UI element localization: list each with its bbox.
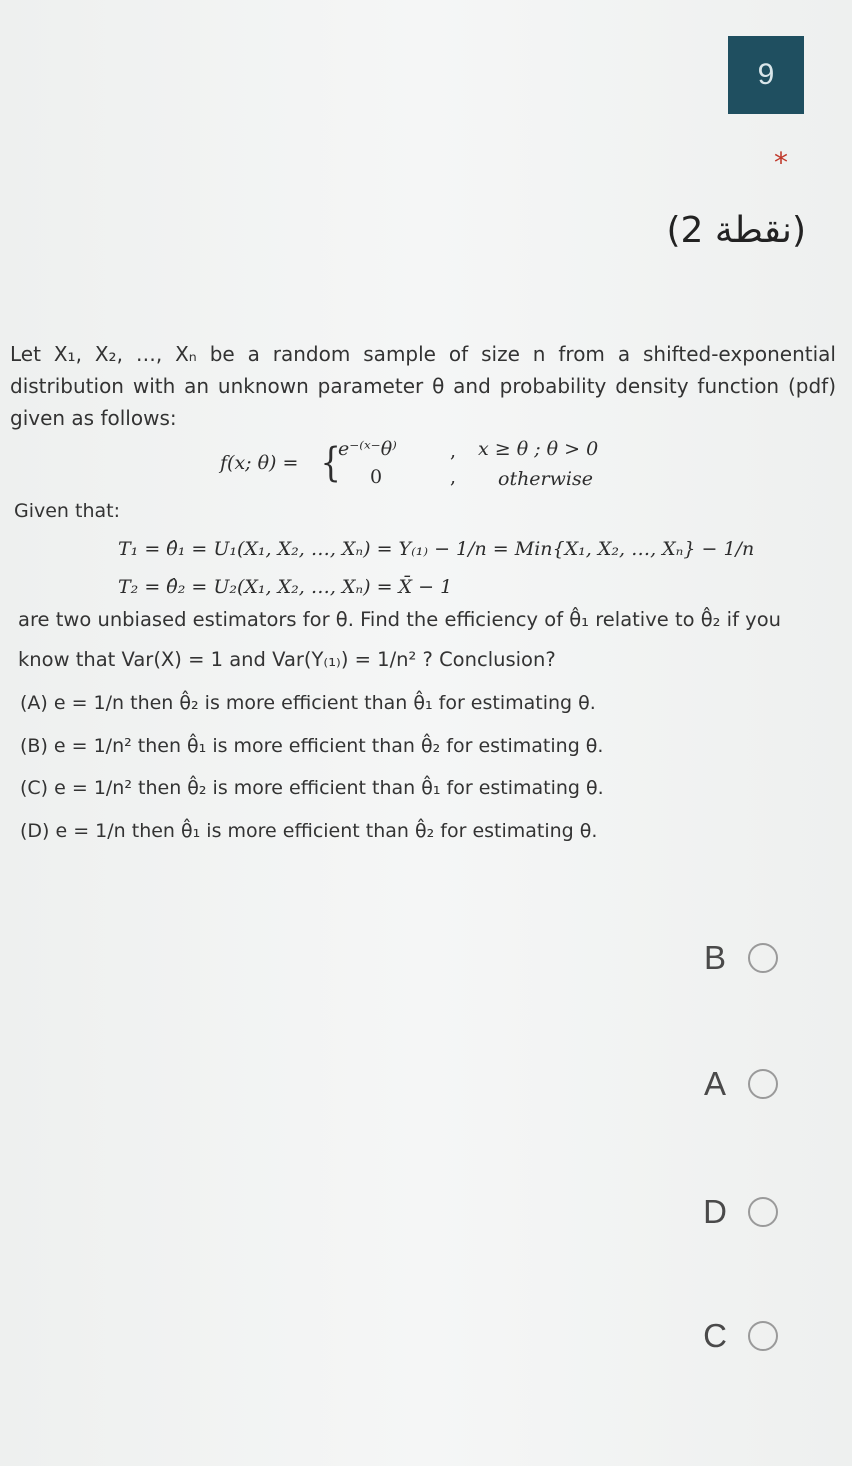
given-label: Given that: xyxy=(14,500,121,522)
pdf-lhs: f(x; θ) = xyxy=(220,452,299,474)
answer-choice-d[interactable] xyxy=(698,1188,808,1236)
pdf-formula xyxy=(220,436,640,496)
required-marker: * xyxy=(774,146,788,179)
pdf-case1-expr: e⁻⁽ˣ⁻θ⁾ xyxy=(338,438,397,460)
pdf-case2-expr: 0 xyxy=(370,466,383,488)
radio-button[interactable] xyxy=(748,1197,778,1227)
question-text-line-1: are two unbiased estimators for θ. Find the efficiency of θ̂₁ relative to θ̂₂ if you xyxy=(18,608,781,631)
question-points: (2 نقطة) xyxy=(666,210,806,251)
option-a-text: (A) e = 1/n then θ̂₂ is more efficient than θ̂₁ for estimating θ. xyxy=(20,692,596,714)
question-number: 9 xyxy=(757,58,775,91)
pdf-separator-1: , xyxy=(450,440,457,462)
radio-button[interactable] xyxy=(748,943,778,973)
answer-choice-c[interactable] xyxy=(698,1312,808,1360)
estimator-t2: T₂ = θ̂₂ = U₂(X₁, X₂, …, Xₙ) = X̄ − 1 xyxy=(118,576,453,598)
choice-letter: A xyxy=(703,1065,726,1102)
radio-button[interactable] xyxy=(748,1321,778,1351)
option-c-text: (C) e = 1/n² then θ̂₂ is more efficient than θ̂₁ for estimating θ. xyxy=(20,777,604,799)
choice-letter: B xyxy=(703,939,726,976)
answer-choice-a[interactable] xyxy=(698,1060,808,1108)
answer-choice-b[interactable] xyxy=(698,934,808,982)
option-d-text: (D) e = 1/n then θ̂₁ is more efficient than θ̂₂ for estimating θ. xyxy=(20,820,598,842)
question-number-badge xyxy=(728,36,804,114)
pdf-case2-cond: otherwise xyxy=(498,468,593,490)
radio-button[interactable] xyxy=(748,1069,778,1099)
choice-letter: C xyxy=(703,1317,727,1354)
pdf-separator-2: , xyxy=(450,466,457,488)
pdf-brace: { xyxy=(320,440,341,486)
estimator-t1: T₁ = θ̂₁ = U₁(X₁, X₂, …, Xₙ) = Y₍₁₎ − 1/n = Min{X₁, X₂, …, Xₙ} − 1/n xyxy=(118,538,755,560)
question-text-line-2: know that Var(X) = 1 and Var(Y₍₁₎) = 1/n² ? Conclusion? xyxy=(18,648,556,671)
pdf-case1-cond: x ≥ θ ; θ > 0 xyxy=(478,438,599,460)
option-b-text: (B) e = 1/n² then θ̂₁ is more efficient than θ̂₂ for estimating θ. xyxy=(20,735,604,757)
choice-letter: D xyxy=(703,1193,727,1230)
question-intro: Let X₁, X₂, …, Xₙ be a random sample of size n from a shifted-exponential distribution with an unknown parameter θ and probability density function (pdf) given as follows: xyxy=(10,342,836,430)
